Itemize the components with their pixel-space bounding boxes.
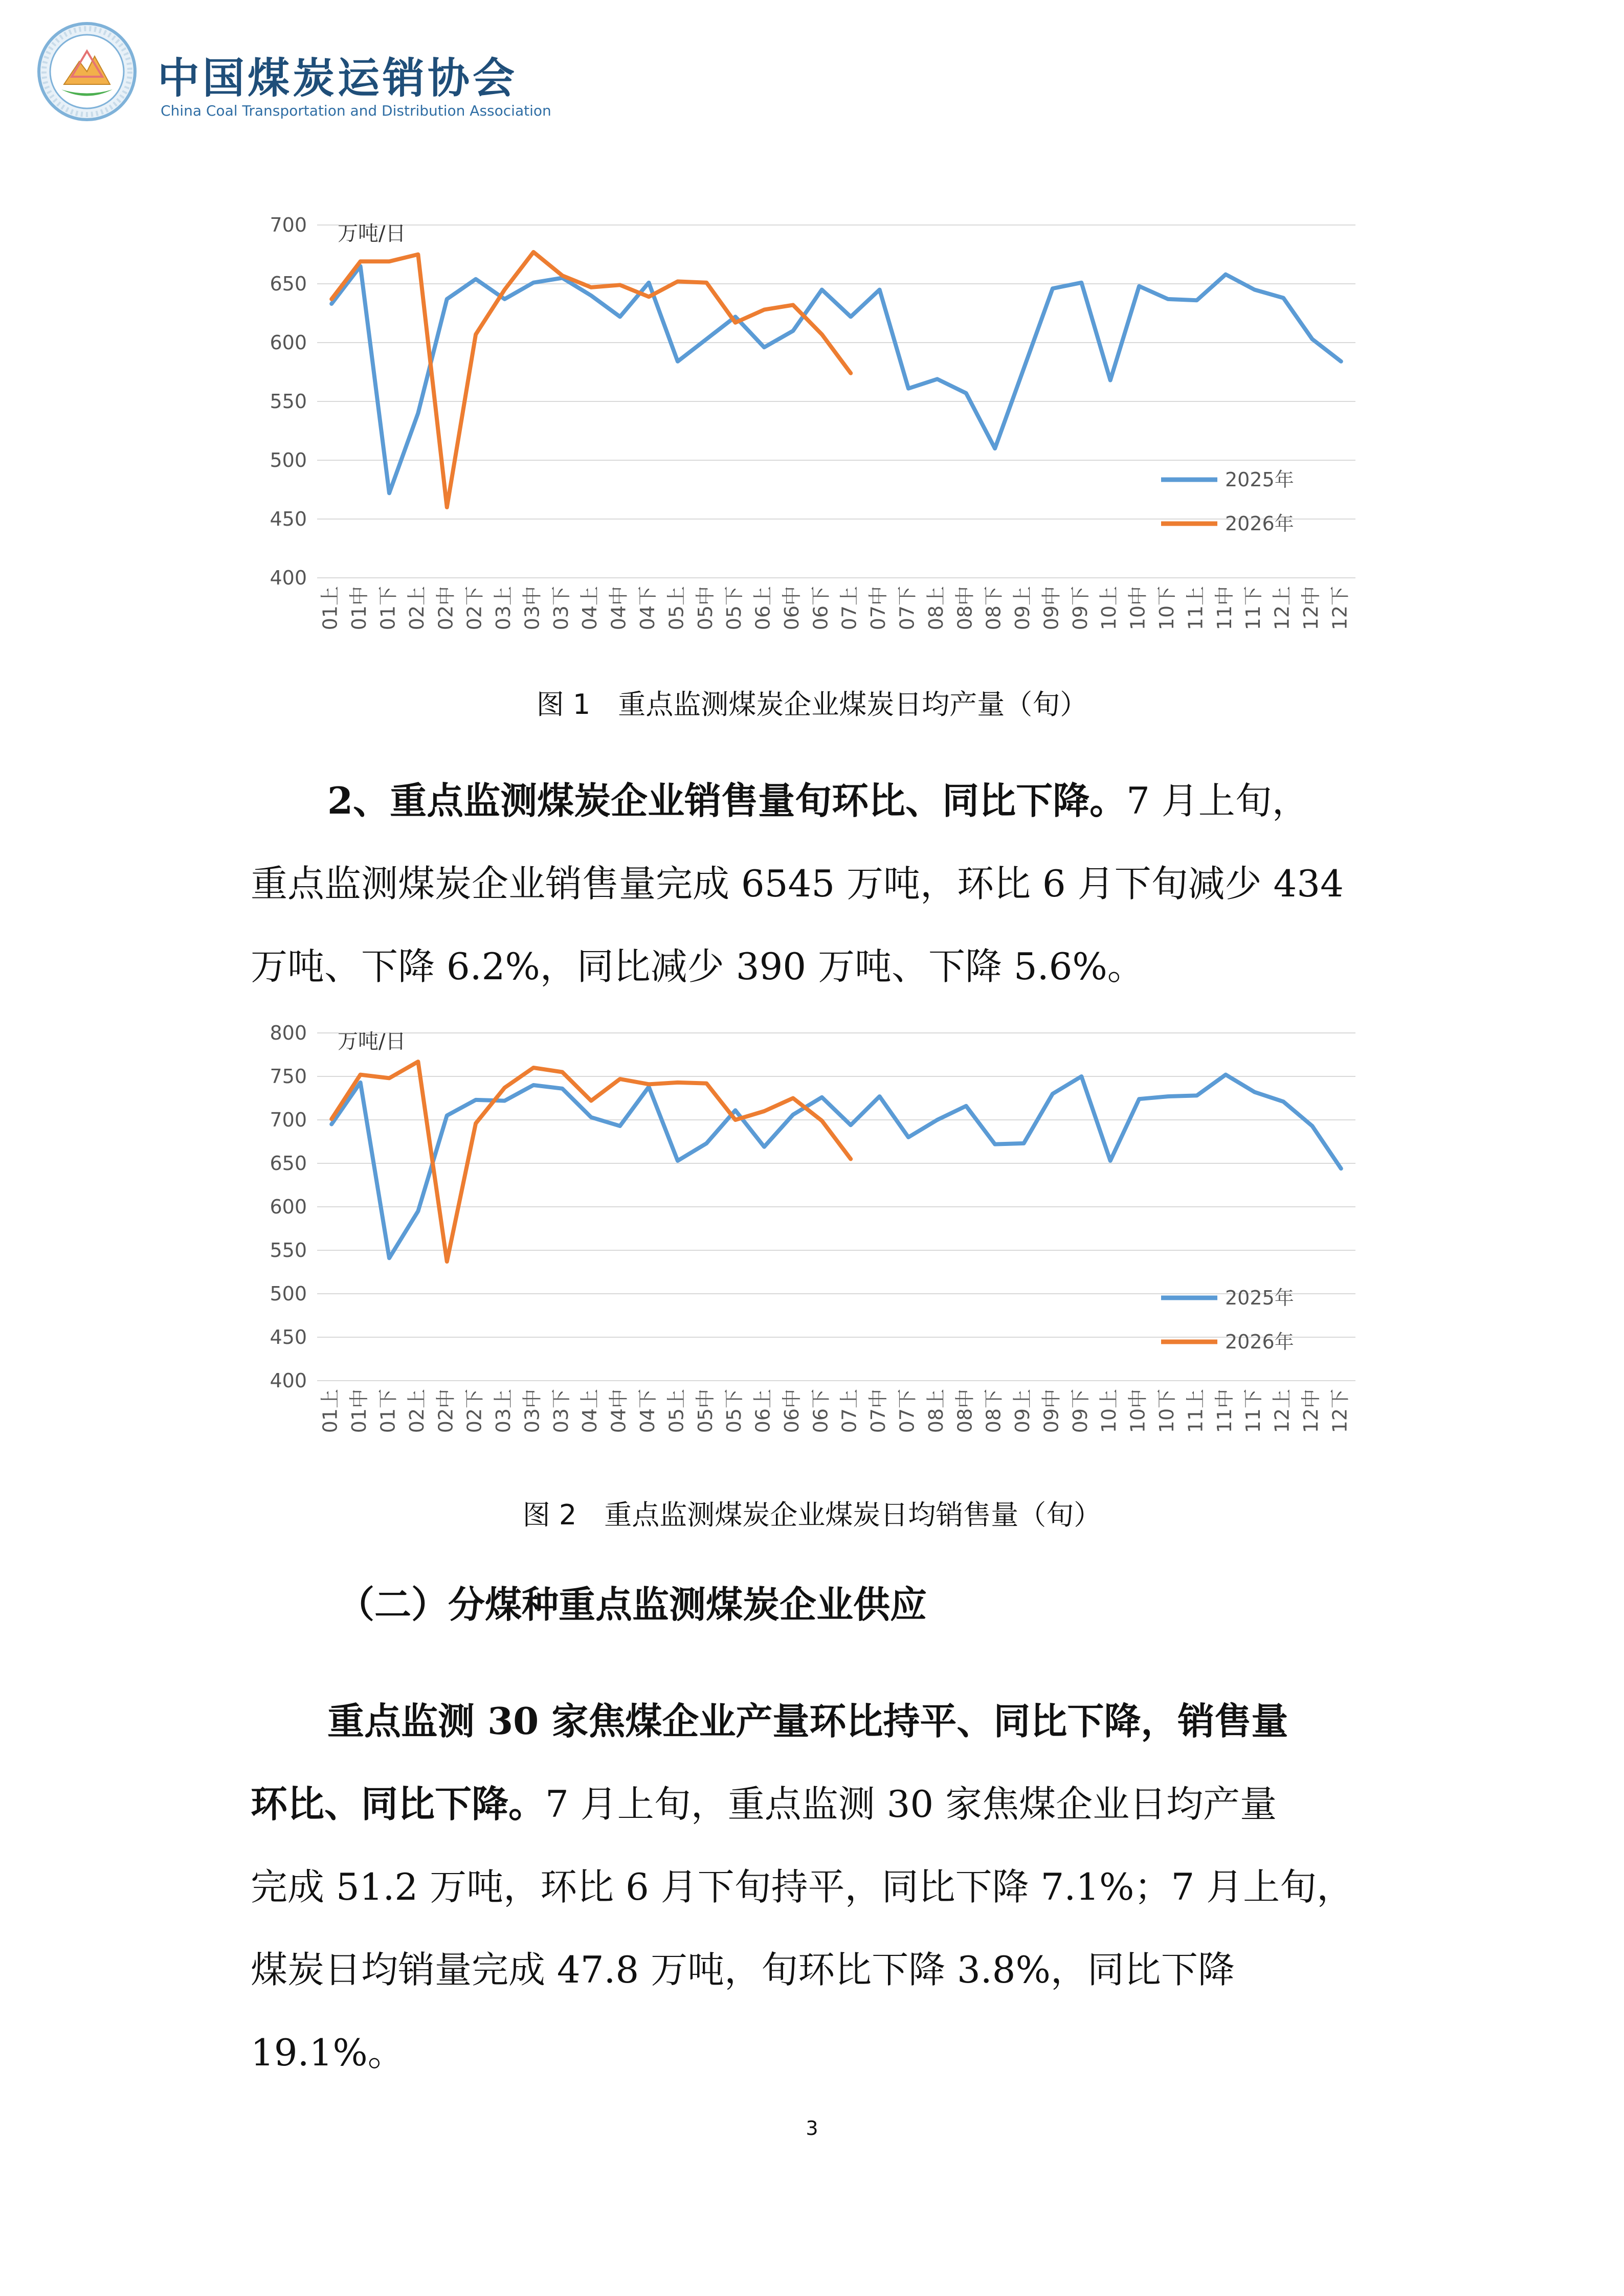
series-line-2025 — [331, 266, 1341, 493]
data-point — [993, 1143, 996, 1146]
data-point — [503, 1099, 506, 1102]
x-tick-label: 10下 — [1155, 586, 1178, 631]
data-point — [618, 1077, 621, 1081]
data-point — [936, 1118, 939, 1121]
y-tick-label: 450 — [270, 1326, 307, 1348]
data-point — [561, 1071, 564, 1074]
data-point — [590, 294, 593, 297]
x-tick-label: 08中 — [953, 1389, 976, 1433]
data-point — [1340, 360, 1343, 363]
data-point — [590, 1099, 593, 1102]
data-point — [330, 302, 333, 305]
paragraph-text: 完成 51.2 万吨，环比 6 月下旬持平，同比下降 7.1%；7 月上旬， — [251, 1865, 1354, 1908]
data-point — [791, 1113, 794, 1116]
x-tick-label: 01上 — [319, 586, 342, 631]
data-point — [1282, 1100, 1285, 1103]
data-point — [359, 260, 362, 263]
x-tick-label: 01下 — [376, 1389, 399, 1433]
legend-label: 2026年 — [1225, 1331, 1294, 1353]
data-point — [330, 1117, 333, 1120]
data-point — [474, 1098, 477, 1101]
x-tick-label: 07中 — [867, 586, 890, 631]
page-number: 3 — [806, 2117, 818, 2140]
x-tick-label: 12中 — [1299, 1389, 1322, 1433]
x-tick-label: 12下 — [1328, 586, 1351, 631]
data-point — [1282, 297, 1285, 300]
data-point — [618, 1124, 621, 1128]
paragraph-heading: 2、重点监测煤炭企业销售量旬环比、同比下降。 — [327, 779, 1127, 822]
data-point — [676, 1081, 679, 1084]
x-tick-label: 02下 — [463, 586, 486, 631]
x-tick-label: 02中 — [434, 1389, 457, 1433]
y-tick-label: 500 — [270, 1282, 307, 1305]
x-tick-label: 08中 — [953, 586, 976, 631]
legend-label: 2026年 — [1225, 512, 1294, 535]
data-point — [416, 1210, 419, 1213]
data-point — [561, 1087, 564, 1090]
data-point — [763, 1110, 766, 1113]
x-tick-label: 03下 — [549, 586, 572, 631]
data-point — [590, 1116, 593, 1119]
data-point — [1080, 1075, 1083, 1078]
data-point — [503, 288, 506, 291]
data-point — [416, 412, 419, 415]
x-tick-label: 09中 — [1040, 1389, 1063, 1433]
data-point — [388, 491, 391, 494]
data-point — [618, 283, 621, 286]
data-point — [446, 1114, 449, 1117]
data-point — [1109, 1159, 1112, 1162]
y-tick-label: 600 — [270, 331, 307, 354]
data-point — [1138, 285, 1141, 288]
x-tick-label: 10中 — [1126, 1389, 1149, 1433]
data-point — [907, 387, 910, 390]
paragraph-text: 7 月上旬，重点监测 30 家焦煤企业日均产量 — [545, 1783, 1277, 1826]
data-point — [1253, 1091, 1256, 1094]
x-tick-label: 03上 — [492, 586, 515, 631]
x-tick-label: 08下 — [982, 586, 1005, 631]
chart-daily-output — [240, 205, 1391, 665]
data-point — [330, 1123, 333, 1126]
x-tick-label: 04中 — [607, 586, 630, 631]
x-tick-label: 10下 — [1155, 1389, 1178, 1433]
x-tick-label: 02上 — [405, 586, 428, 631]
data-point — [705, 337, 708, 341]
x-tick-label: 01中 — [348, 586, 371, 631]
x-tick-label: 11下 — [1242, 586, 1265, 631]
y-tick-label: 400 — [270, 567, 307, 589]
x-tick-label: 07上 — [838, 1389, 861, 1433]
paragraph-coking-coal — [251, 1680, 1391, 2094]
x-tick-label: 12上 — [1271, 586, 1294, 631]
data-point — [734, 1109, 737, 1112]
data-point — [618, 315, 621, 318]
legend-label: 2025年 — [1225, 1287, 1294, 1309]
data-point — [1051, 1092, 1054, 1095]
data-point — [503, 1086, 506, 1089]
x-tick-label: 06下 — [809, 1389, 832, 1433]
data-point — [1022, 1142, 1026, 1145]
data-point — [734, 1118, 737, 1121]
x-tick-label: 10上 — [1098, 586, 1121, 631]
x-tick-label: 01中 — [348, 1389, 371, 1433]
data-point — [849, 315, 852, 318]
data-point — [965, 392, 968, 395]
x-tick-label: 02上 — [405, 1389, 428, 1433]
data-point — [647, 1083, 650, 1086]
x-tick-label: 04上 — [579, 1389, 602, 1433]
x-tick-label: 05上 — [665, 1389, 688, 1433]
data-point — [878, 288, 881, 291]
org-name-cn: 中国煤炭运销协会 — [158, 54, 518, 103]
chart-1-svg — [240, 205, 1391, 665]
paragraph-text: 重点监测煤炭企业销售量完成 6545 万吨，环比 6 月下旬减少 434 — [251, 862, 1344, 905]
data-point — [1080, 281, 1083, 284]
legend-label: 2025年 — [1225, 468, 1294, 491]
x-tick-label: 05下 — [723, 586, 746, 631]
data-point — [676, 280, 679, 283]
y-tick-label: 550 — [270, 1239, 307, 1262]
data-point — [474, 278, 477, 281]
data-point — [1109, 379, 1112, 382]
data-point — [1195, 1094, 1198, 1097]
data-point — [1253, 288, 1256, 291]
x-tick-label: 09中 — [1040, 586, 1063, 631]
data-point — [647, 281, 650, 284]
y-tick-label: 600 — [270, 1196, 307, 1218]
section-heading: （二）分煤种重点监测煤炭企业供应 — [338, 1583, 927, 1626]
data-point — [388, 1256, 391, 1259]
y-tick-label: 550 — [270, 390, 307, 413]
data-point — [359, 1081, 362, 1084]
data-point — [849, 1123, 852, 1127]
chart-daily-sales — [240, 1018, 1391, 1468]
x-tick-label: 03上 — [492, 1389, 515, 1433]
data-point — [532, 1084, 535, 1087]
data-point — [907, 1136, 910, 1139]
data-point — [1051, 287, 1054, 290]
y-tick-label: 400 — [270, 1369, 307, 1392]
x-tick-label: 05中 — [694, 586, 717, 631]
x-tick-label: 10中 — [1126, 586, 1149, 631]
y-tick-label: 450 — [270, 508, 307, 530]
x-tick-label: 09下 — [1069, 586, 1092, 631]
x-tick-label: 06上 — [751, 1389, 774, 1433]
data-point — [820, 1119, 824, 1122]
x-tick-label: 04下 — [636, 586, 659, 631]
data-point — [1022, 367, 1026, 370]
data-point — [446, 506, 449, 509]
data-point — [359, 1073, 362, 1076]
y-tick-label: 750 — [270, 1065, 307, 1088]
data-point — [532, 1066, 535, 1069]
x-tick-label: 11上 — [1184, 586, 1207, 631]
data-point — [791, 1097, 794, 1100]
y-tick-label: 500 — [270, 449, 307, 471]
data-point — [503, 298, 506, 301]
x-tick-label: 09下 — [1069, 1389, 1092, 1433]
paragraph-text: 煤炭日均销量完成 47.8 万吨，旬环比下降 3.8%，同比下降 19.1%。 — [251, 1948, 1235, 2074]
data-point — [734, 321, 737, 324]
data-point — [388, 260, 391, 263]
unit-label: 万吨/日 — [338, 222, 406, 245]
association-seal-icon — [36, 20, 138, 123]
org-name-en: China Coal Transportation and Distribution Association — [161, 102, 551, 119]
x-tick-label: 06中 — [780, 1389, 803, 1433]
paragraph-sales-volume — [251, 759, 1391, 1008]
data-point — [763, 346, 766, 349]
data-point — [820, 288, 824, 291]
x-tick-label: 11下 — [1242, 1389, 1265, 1433]
data-point — [446, 298, 449, 301]
y-tick-label: 650 — [270, 1152, 307, 1175]
figure-1-caption: 图 1 重点监测煤炭企业煤炭日均产量（旬） — [536, 688, 1088, 721]
x-tick-label: 09上 — [1011, 1389, 1034, 1433]
data-point — [849, 372, 852, 375]
data-point — [791, 303, 794, 306]
x-tick-label: 05上 — [665, 586, 688, 631]
series-line-2026 — [331, 252, 851, 507]
data-point — [993, 447, 996, 450]
data-point — [416, 253, 419, 256]
x-tick-label: 02下 — [463, 1389, 486, 1433]
y-tick-label: 700 — [270, 1109, 307, 1131]
x-tick-label: 09上 — [1011, 586, 1034, 631]
data-point — [1224, 273, 1227, 276]
paragraph-heading: 重点监测 30 家焦煤企业产量环比持平、同比下降，销售量 — [327, 1699, 1288, 1743]
x-tick-label: 03中 — [521, 1389, 544, 1433]
x-tick-label: 06中 — [780, 586, 803, 631]
data-point — [1224, 1073, 1227, 1076]
data-point — [878, 1095, 881, 1098]
x-tick-label: 07中 — [867, 1389, 890, 1433]
data-point — [820, 1096, 824, 1099]
data-point — [849, 1158, 852, 1161]
series-line-2026 — [331, 1062, 851, 1262]
data-point — [1310, 337, 1314, 341]
data-point — [1166, 1095, 1169, 1098]
data-point — [791, 329, 794, 332]
x-tick-label: 07上 — [838, 586, 861, 631]
paragraph-heading: 环比、同比下降。 — [251, 1782, 546, 1826]
chart-2-svg — [240, 1018, 1391, 1468]
data-point — [705, 1082, 708, 1085]
series-line-2025 — [331, 1075, 1341, 1258]
data-point — [1138, 1097, 1141, 1100]
data-point — [1310, 1124, 1314, 1128]
x-tick-label: 12下 — [1328, 1389, 1351, 1433]
data-point — [965, 1105, 968, 1108]
data-point — [474, 1122, 477, 1125]
x-tick-label: 11上 — [1184, 1389, 1207, 1433]
x-tick-label: 01下 — [376, 586, 399, 631]
x-tick-label: 03中 — [521, 586, 544, 631]
y-tick-label: 650 — [270, 273, 307, 295]
x-tick-label: 06上 — [751, 586, 774, 631]
data-point — [532, 281, 535, 284]
figure-2-caption: 图 2 重点监测煤炭企业煤炭日均销售量（旬） — [522, 1499, 1102, 1531]
data-point — [676, 360, 679, 363]
data-point — [820, 333, 824, 336]
x-tick-label: 05下 — [723, 1389, 746, 1433]
x-tick-label: 11中 — [1213, 1389, 1236, 1433]
data-point — [590, 286, 593, 289]
data-point — [647, 295, 650, 298]
x-tick-label: 08下 — [982, 1389, 1005, 1433]
data-point — [388, 1076, 391, 1079]
x-tick-label: 06下 — [809, 586, 832, 631]
x-tick-label: 12中 — [1299, 586, 1322, 631]
x-tick-label: 08上 — [924, 586, 947, 631]
data-point — [1340, 1167, 1343, 1170]
data-point — [1166, 298, 1169, 301]
x-tick-label: 04上 — [579, 586, 602, 631]
x-tick-label: 02中 — [434, 586, 457, 631]
x-tick-label: 04下 — [636, 1389, 659, 1433]
paragraph-text: 7 月上旬， — [1126, 779, 1309, 822]
data-point — [763, 308, 766, 311]
x-tick-label: 03下 — [549, 1389, 572, 1433]
data-point — [474, 333, 477, 336]
x-tick-label: 07下 — [896, 586, 919, 631]
x-tick-label: 12上 — [1271, 1389, 1294, 1433]
x-tick-label: 07下 — [896, 1389, 919, 1433]
y-tick-label: 700 — [270, 214, 307, 236]
data-point — [416, 1060, 419, 1063]
data-point — [936, 377, 939, 380]
data-point — [330, 298, 333, 301]
x-tick-label: 11中 — [1213, 586, 1236, 631]
data-point — [1195, 299, 1198, 302]
data-point — [705, 1142, 708, 1145]
paragraph-text: 万吨、下降 6.2%，同比减少 390 万吨、下降 5.6%。 — [251, 945, 1144, 988]
x-tick-label: 04中 — [607, 1389, 630, 1433]
unit-label: 万吨/日 — [338, 1030, 406, 1053]
data-point — [446, 1260, 449, 1263]
x-tick-label: 10上 — [1098, 1389, 1121, 1433]
x-tick-label: 01上 — [319, 1389, 342, 1433]
data-point — [532, 251, 535, 254]
x-tick-label: 05中 — [694, 1389, 717, 1433]
y-tick-label: 800 — [270, 1022, 307, 1044]
data-point — [676, 1159, 679, 1162]
x-tick-label: 08上 — [924, 1389, 947, 1433]
data-point — [561, 274, 564, 277]
data-point — [705, 281, 708, 284]
data-point — [763, 1145, 766, 1149]
